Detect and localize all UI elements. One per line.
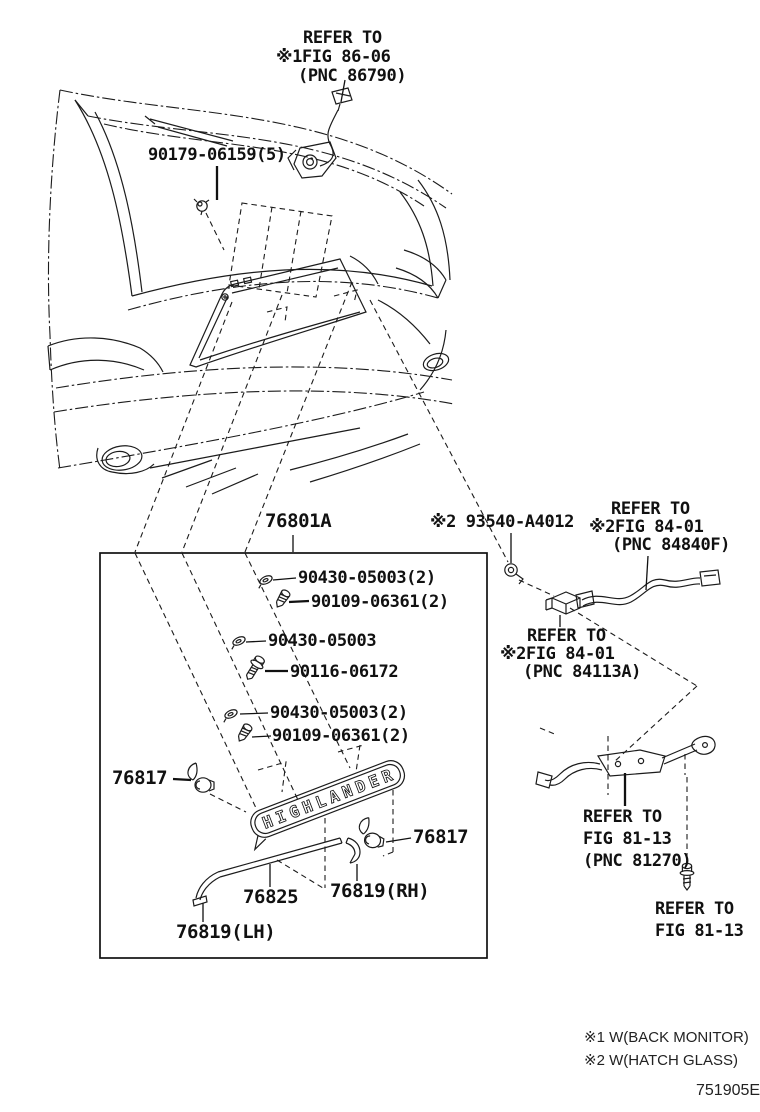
backdoor-garnish bbox=[242, 757, 410, 850]
part-label-76817-right: 76817 bbox=[413, 826, 469, 848]
refer-81-13p-line2: FIG 81-13 bbox=[583, 829, 672, 849]
part-label-washer-a: 90430-05003(2) bbox=[298, 568, 436, 588]
washer-c-icon bbox=[220, 708, 238, 722]
footnote-hatch-glass: ※2 W(HATCH GLASS) bbox=[584, 1052, 738, 1069]
harness-84840f-icon bbox=[576, 570, 720, 608]
bolt-a-icon bbox=[242, 654, 267, 683]
refer-86-06-line1: REFER TO bbox=[303, 28, 382, 48]
part-label-bolt-a: 90116-06172 bbox=[290, 662, 399, 682]
part-label-76825: 76825 bbox=[243, 886, 299, 908]
refer-81-13-line1: REFER TO bbox=[655, 899, 734, 919]
refer-84-01f-line1: REFER TO bbox=[611, 499, 690, 519]
part-label-washer-c: 90430-05003(2) bbox=[270, 703, 408, 723]
part-label-90179: 90179-06159(5) bbox=[148, 145, 286, 165]
part-label-76801a: 76801A bbox=[265, 510, 332, 532]
part-label-93540: ※2 93540-A4012 bbox=[430, 512, 574, 532]
refer-84-01a-line1: REFER TO bbox=[527, 626, 606, 646]
part-label-washer-b: 90430-05003 bbox=[268, 631, 377, 651]
refer-84-01a-line2: ※2FIG 84-01 bbox=[500, 644, 615, 664]
part-label-screw-a: 90109-06361(2) bbox=[311, 592, 449, 612]
refer-84-01f-line2: ※2FIG 84-01 bbox=[589, 517, 704, 537]
refer-84-01f-line3: (PNC 84840F) bbox=[612, 535, 731, 555]
switch-84113a-icon bbox=[546, 592, 580, 614]
part-label-76817-left: 76817 bbox=[112, 767, 168, 789]
refer-86-06-line3: (PNC 86790) bbox=[298, 66, 407, 86]
hatch-clip-icon bbox=[194, 199, 209, 215]
pad-rh bbox=[346, 838, 360, 863]
part-label-screw-b: 90109-06361(2) bbox=[272, 726, 410, 746]
refer-84-01a-line3: (PNC 84113A) bbox=[523, 662, 642, 682]
refer-81-13p-line3: (PNC 81270) bbox=[583, 851, 692, 871]
part-label-76819-lh: 76819(LH) bbox=[176, 921, 276, 943]
screw-a-icon bbox=[273, 589, 291, 610]
figure-code: 751905E bbox=[696, 1082, 760, 1099]
refer-86-06-line2: ※1FIG 86-06 bbox=[276, 47, 391, 67]
clip-right-icon bbox=[357, 817, 387, 850]
garnish-text: HIGHLANDER bbox=[259, 765, 396, 833]
footnote-back-monitor: ※1 W(BACK MONITOR) bbox=[584, 1029, 749, 1046]
screw-b-icon bbox=[235, 723, 253, 744]
part-label-76819-rh: 76819(RH) bbox=[330, 880, 430, 902]
refer-81-13-line2: FIG 81-13 bbox=[655, 921, 744, 941]
clip-left-icon bbox=[188, 763, 214, 792]
refer-81-13p-line1: REFER TO bbox=[583, 807, 662, 827]
washer-b-icon bbox=[228, 635, 246, 649]
